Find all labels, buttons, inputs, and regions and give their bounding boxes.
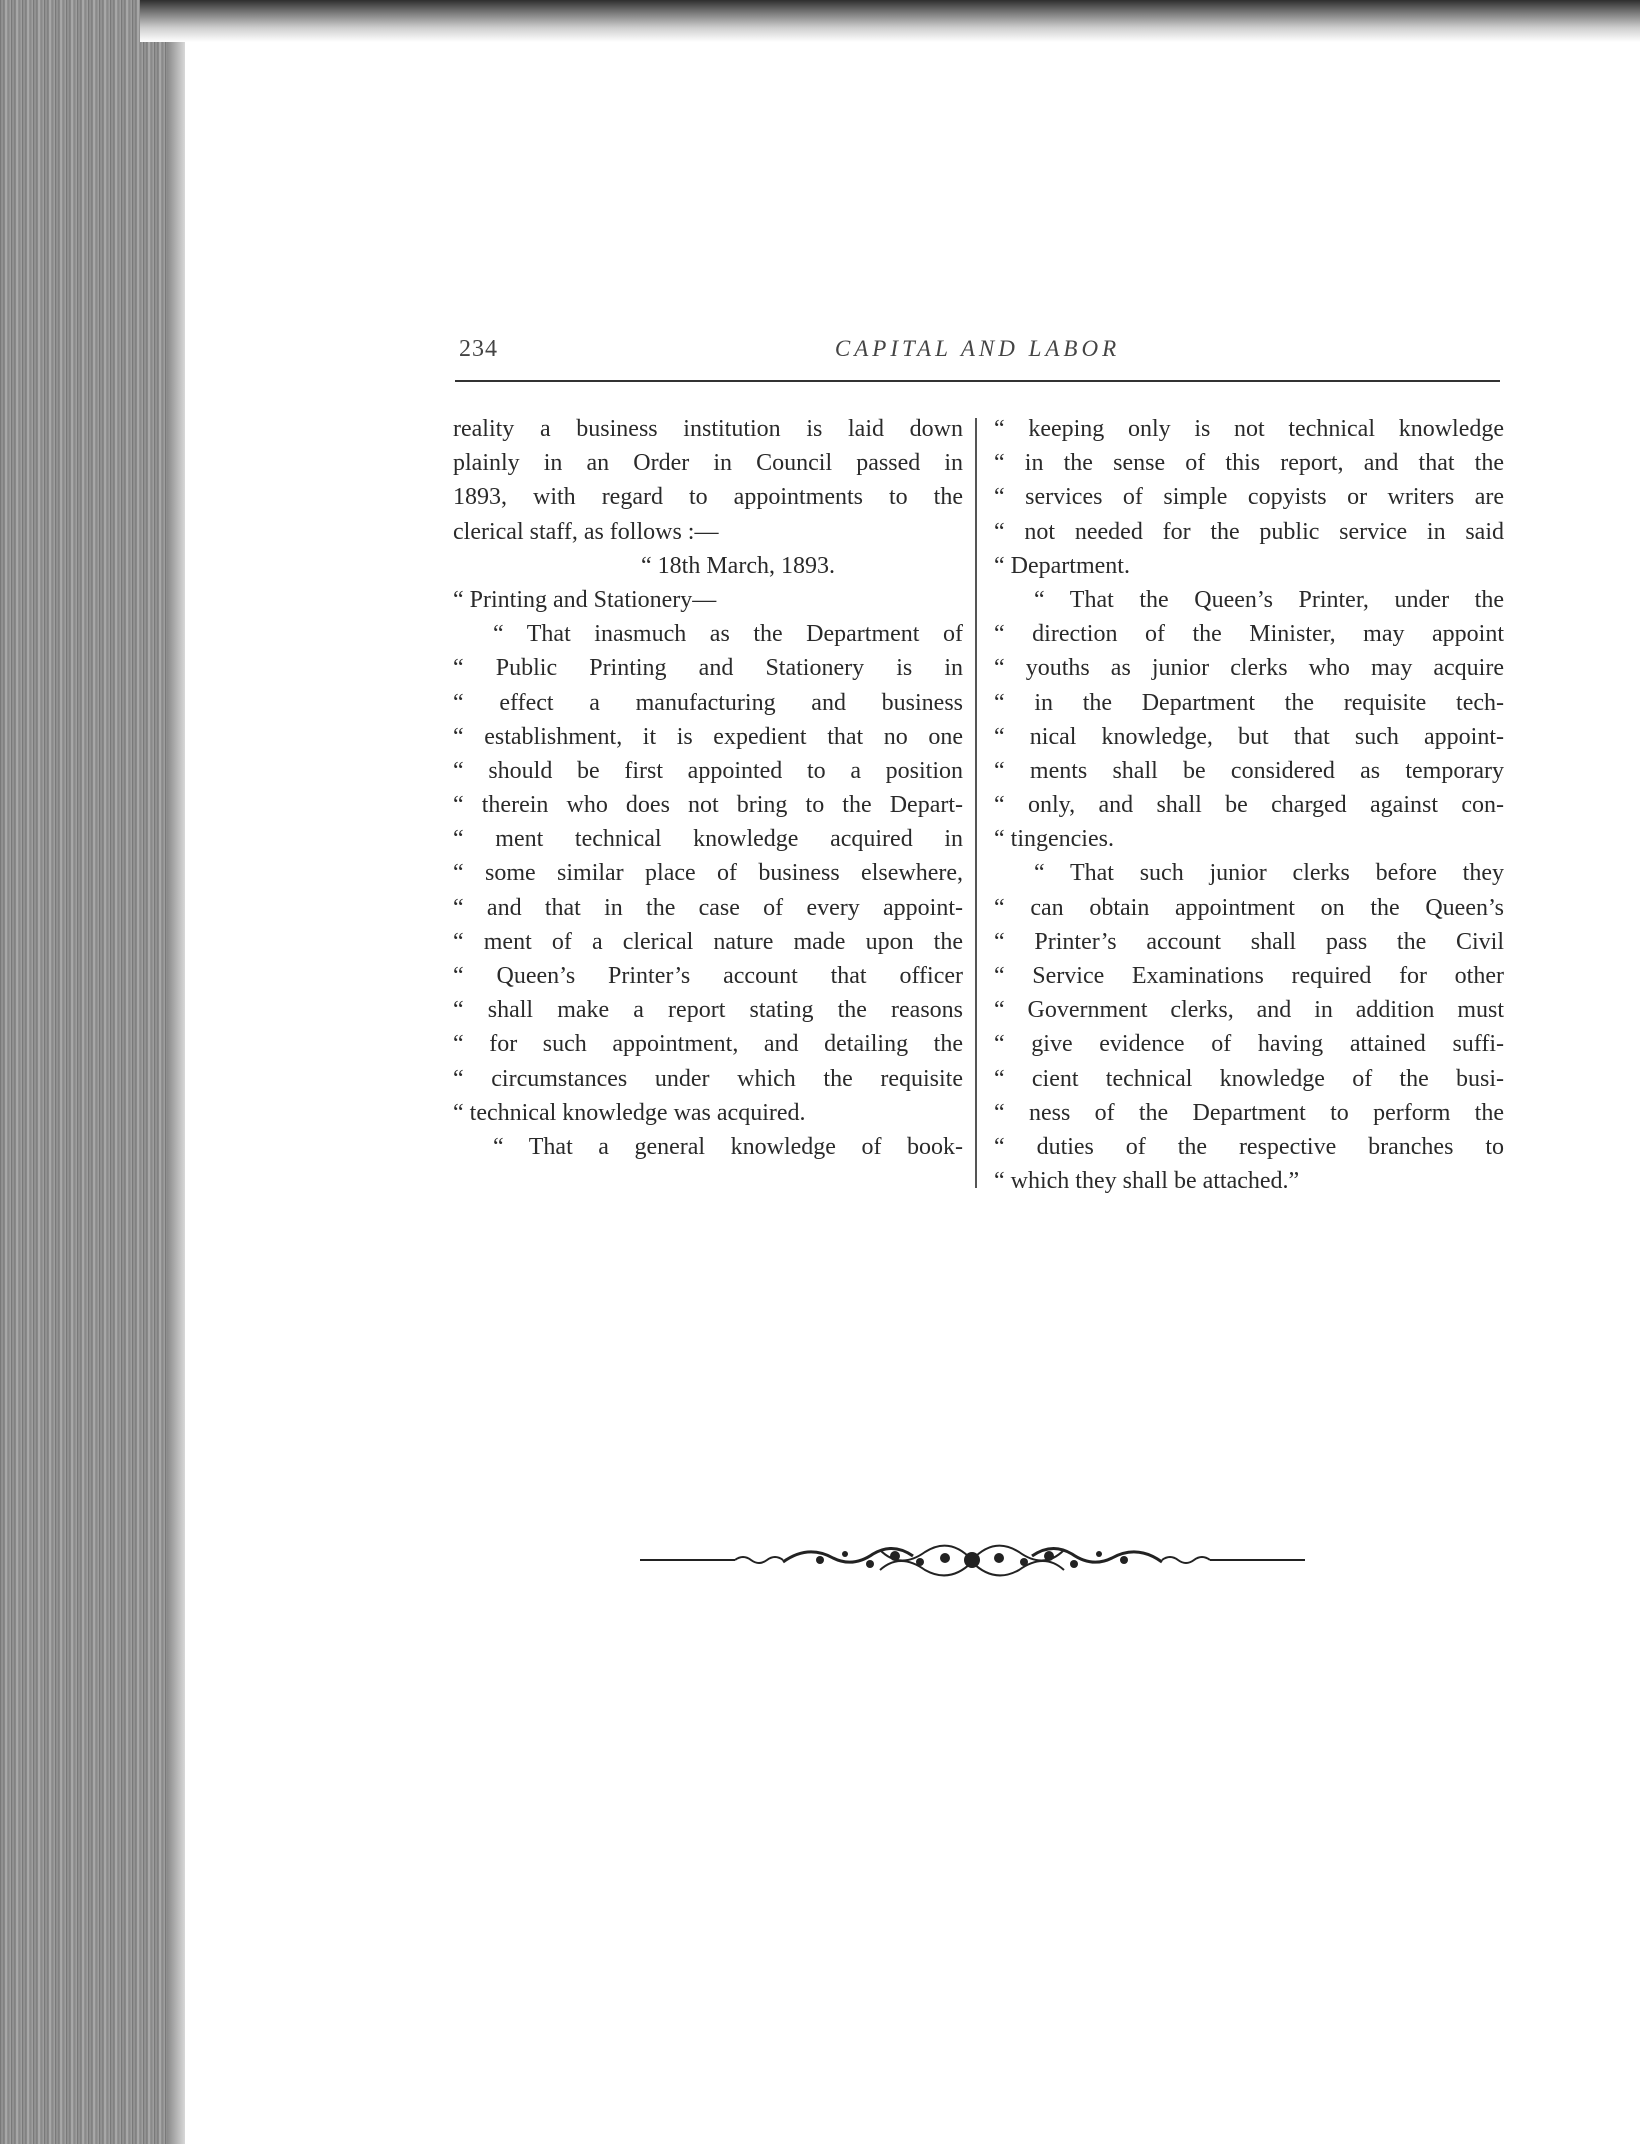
text-line: “ which they shall be attached.”	[994, 1168, 1300, 1195]
text-line: “ technical knowledge was acquired.	[453, 1099, 806, 1126]
text-line: “ in the Department the requisite tech-	[994, 689, 1504, 716]
text-line: “ not needed for the public service in said	[994, 518, 1504, 545]
text-line: “ Queen’s Printer’s account that officer	[453, 963, 963, 989]
text-line: “ Printer’s account shall pass the Civil	[994, 928, 1504, 955]
text-line: “ establishment, it is expedient that no one	[453, 723, 963, 750]
text-line: “ only, and shall be charged against con-	[994, 792, 1504, 819]
text-line: clerical staff, as follows :—	[453, 518, 719, 545]
text-line: plainly in an Order in Council passed in	[453, 450, 963, 477]
text-line: “ nical knowledge, but that such appoint-	[994, 723, 1504, 750]
text-line: “ youths as junior clerks who may acquire	[994, 655, 1504, 682]
running-title: CAPITAL AND LABOR	[834, 336, 1121, 361]
text-line: “ some similar place of business elsewhere,	[453, 860, 963, 887]
text-line: “ tingencies.	[994, 826, 1114, 853]
text-line: “ ment of a clerical nature made upon the	[453, 928, 963, 955]
text-line: “ duties of the respective branches to	[994, 1133, 1504, 1160]
text-line: “ That such junior clerks before they	[1034, 860, 1504, 887]
text-line: “ 18th March, 1893.	[641, 552, 835, 579]
text-line: “ should be first appointed to a position	[453, 757, 963, 784]
text-line: “ That inasmuch as the Department of	[493, 621, 963, 648]
page-top-shadow	[140, 0, 1640, 42]
ornamental-rule	[640, 1540, 1305, 1580]
right-text-column	[994, 412, 1504, 1198]
text-line: “ cient technical knowledge of the busi-	[994, 1065, 1504, 1092]
text-line: “ ness of the Department to perform the	[994, 1099, 1504, 1126]
text-line: “ in the sense of this report, and that the	[994, 450, 1504, 477]
text-line: “ That a general knowledge of book-	[493, 1133, 963, 1160]
left-text-column	[453, 412, 963, 1164]
text-line: “ effect a manufacturing and business	[453, 689, 963, 716]
text-line: 1893, with regard to appointments to the	[453, 484, 963, 511]
text-line: “ direction of the Minister, may appoint	[994, 621, 1504, 648]
text-line: reality a business institution is laid down	[453, 416, 963, 442]
text-line: “ Government clerks, and in addition must	[994, 997, 1504, 1024]
text-line: “ can obtain appointment on the Queen’s	[994, 894, 1504, 921]
text-line: “ services of simple copyists or writers are	[994, 484, 1504, 511]
text-line: “ for such appointment, and detailing the	[453, 1031, 963, 1058]
column-divider	[975, 418, 977, 1188]
text-line: “ Service Examinations required for other	[994, 963, 1504, 989]
text-line: “ Public Printing and Stationery is in	[453, 655, 963, 682]
page-number: 234	[459, 336, 498, 362]
book-page-edges	[0, 0, 185, 2144]
text-line: “ therein who does not bring to the Depart-	[453, 792, 963, 819]
running-header	[455, 332, 1500, 382]
text-line: “ That the Queen’s Printer, under the	[1034, 586, 1504, 613]
text-line: “ and that in the case of every appoint-	[453, 894, 963, 921]
text-line: “ Printing and Stationery—	[453, 586, 717, 613]
text-line: “ keeping only is not technical knowledge	[994, 416, 1504, 442]
text-line: “ shall make a report stating the reasons	[453, 997, 963, 1024]
text-line: “ ment technical knowledge acquired in	[453, 826, 963, 853]
text-line: “ Department.	[994, 552, 1130, 579]
text-line: “ give evidence of having attained suffi-	[994, 1031, 1504, 1058]
text-line: “ ments shall be considered as temporary	[994, 757, 1504, 784]
text-line: “ circumstances under which the requisite	[453, 1065, 963, 1092]
